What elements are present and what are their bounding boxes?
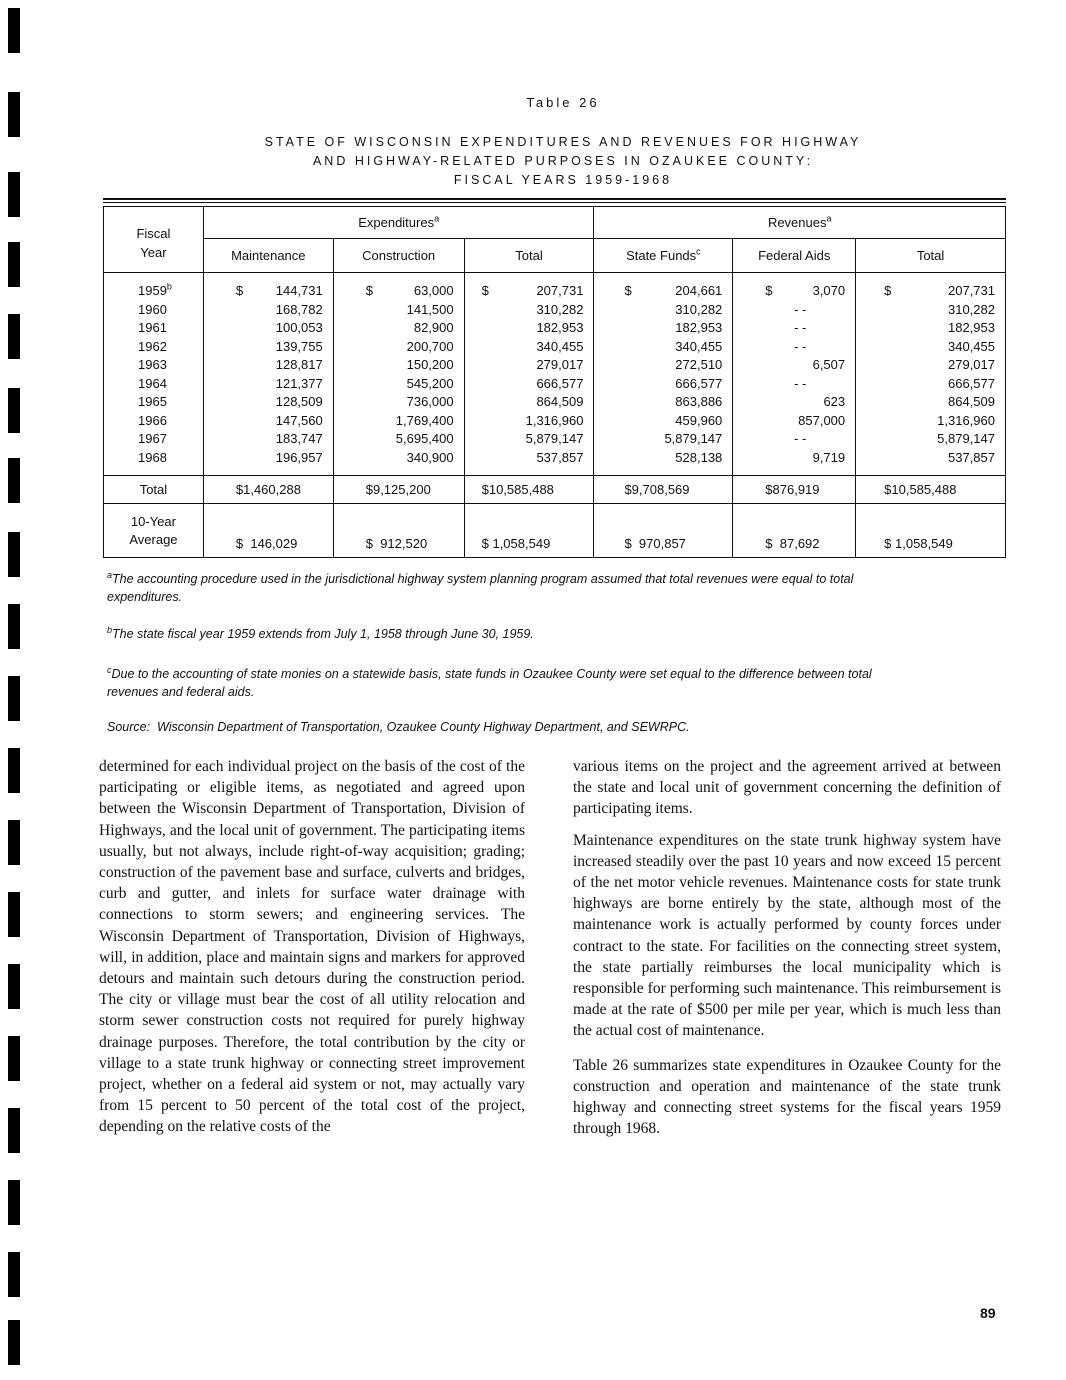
average-value: 87,692 bbox=[779, 536, 820, 551]
cell-value: 207,731 bbox=[536, 283, 584, 298]
year-value: 1965 bbox=[138, 394, 167, 409]
revenues-header bbox=[594, 207, 1006, 239]
table-title-line: STATE OF WISCONSIN EXPENDITURES AND REVENUES FOR HIGHWAY bbox=[264, 135, 862, 149]
cell-value: 100,053 bbox=[275, 320, 323, 335]
table-cell bbox=[856, 430, 1005, 449]
cell-value: 82,900 bbox=[413, 320, 454, 335]
cell-value: 128,509 bbox=[275, 394, 323, 409]
table-cell bbox=[334, 393, 464, 412]
table-cell bbox=[856, 393, 1005, 412]
cell-value: 666,577 bbox=[675, 375, 723, 391]
dollar-sign: $ bbox=[884, 283, 892, 298]
table-cell bbox=[733, 393, 855, 412]
cell-value: 168,782 bbox=[275, 301, 323, 317]
year-cell bbox=[138, 393, 203, 412]
cell-value: 864,509 bbox=[948, 394, 995, 409]
average-value: 970,857 bbox=[638, 536, 686, 551]
cell-value: 141,500 bbox=[406, 301, 454, 317]
cell-value: 279,017 bbox=[948, 357, 995, 372]
year-value: 1963 bbox=[138, 357, 167, 372]
cell-value: 196,957 bbox=[275, 449, 323, 465]
cell-value: 63,000 bbox=[413, 283, 454, 298]
cell-value: 5,695,400 bbox=[395, 431, 454, 446]
binding-mark bbox=[8, 532, 20, 577]
binding-mark bbox=[8, 1108, 20, 1153]
table-cell bbox=[733, 338, 855, 357]
average-cell bbox=[856, 504, 1006, 558]
cell-value: 1,316,960 bbox=[937, 412, 995, 428]
cell-value: 340,455 bbox=[675, 338, 723, 354]
cell-value: 182,953 bbox=[675, 320, 723, 335]
footnote-c bbox=[107, 665, 1007, 701]
data-table bbox=[103, 206, 1006, 558]
footnote-mark: b bbox=[166, 281, 172, 292]
table-cell bbox=[733, 301, 855, 320]
table-cell bbox=[733, 282, 855, 301]
table-cell bbox=[594, 393, 732, 412]
header-text: Revenues bbox=[767, 215, 827, 230]
table-title bbox=[0, 133, 1066, 190]
table-cell bbox=[334, 356, 464, 375]
col-header-federal-aids: Federal Aids bbox=[733, 239, 856, 273]
year-value: 1967 bbox=[138, 431, 167, 446]
year-value: 1961 bbox=[138, 320, 167, 335]
table-cell bbox=[465, 319, 594, 338]
binding-mark bbox=[8, 8, 20, 53]
table-cell bbox=[856, 301, 1005, 320]
footnote-a bbox=[107, 570, 1007, 606]
cell-value: 147,560 bbox=[275, 412, 323, 428]
table-cell bbox=[334, 412, 464, 431]
binding-mark bbox=[8, 892, 20, 937]
maintenance-column bbox=[203, 273, 333, 476]
table-cell bbox=[856, 356, 1005, 375]
state-funds-column bbox=[594, 273, 733, 476]
table-cell bbox=[204, 282, 333, 301]
table-cell bbox=[204, 393, 333, 412]
dollar-sign: $ bbox=[481, 283, 489, 298]
dollar-sign: $ bbox=[235, 283, 244, 298]
average-value: 1,058,549 bbox=[492, 536, 551, 551]
table-cell bbox=[856, 412, 1005, 431]
cell-value: 9,719 bbox=[812, 449, 846, 465]
body-paragraph: Maintenance expenditures on the state trunk highway system have increased steadily over the past 10 years and now exceed 15 percent of the net motor vehicle revenues. Maintenance costs for state trunk highways are borne entirely by the state, although most of the maintenance work is actually performed by county forces under contract to the state. For facilities on the connecting street system, the state partially reimburses the local municipality which is responsible for performing such maintenance. This reimbursement is made at the rate of $500 per mile per year, which is much less than the actual cost of maintenance. bbox=[573, 831, 1001, 1040]
total-cell: $10,585,488 bbox=[464, 476, 594, 504]
expenditures-header bbox=[203, 207, 594, 239]
average-value: 1,058,549 bbox=[895, 536, 953, 551]
footnote-text: expenditures. bbox=[107, 590, 183, 604]
table-cell bbox=[204, 375, 333, 394]
cell-value: 182,953 bbox=[536, 320, 584, 335]
cell-value: - - bbox=[794, 375, 807, 391]
table-cell bbox=[204, 301, 333, 320]
table-cell bbox=[856, 282, 1005, 301]
cell-value: 279,017 bbox=[536, 357, 584, 372]
source-label: Source: bbox=[107, 720, 151, 734]
year-cell bbox=[138, 282, 203, 301]
table-cell bbox=[594, 319, 732, 338]
cell-value: 1,316,960 bbox=[525, 412, 584, 428]
cell-value: 666,577 bbox=[536, 375, 584, 391]
table-cell bbox=[733, 430, 855, 449]
average-label-line: Average bbox=[129, 532, 178, 547]
table-cell bbox=[594, 338, 732, 357]
col-header-exp-total: Total bbox=[464, 239, 594, 273]
average-label-line: 10-Year bbox=[130, 514, 176, 529]
cell-value: 537,857 bbox=[536, 449, 584, 465]
fiscal-year-header bbox=[104, 207, 204, 273]
cell-value: - - bbox=[794, 431, 807, 446]
cell-value: 666,577 bbox=[948, 375, 995, 391]
average-label bbox=[104, 504, 204, 558]
header-text: State Funds bbox=[626, 248, 697, 263]
table-cell bbox=[856, 375, 1005, 394]
cell-value: 204,661 bbox=[675, 283, 723, 298]
dollar-sign: $ bbox=[765, 283, 773, 298]
year-value: 1964 bbox=[138, 375, 167, 391]
dollar-sign: $ bbox=[235, 536, 244, 551]
cell-value: 5,879,147 bbox=[525, 431, 584, 446]
table-cell bbox=[465, 430, 594, 449]
body-paragraph: Table 26 summarizes state expenditures in Ozaukee County for the construction and operation and maintenance of the state trunk highway and connecting street systems for the fiscal years 1959 through 1968. bbox=[573, 1056, 1001, 1138]
cell-value: 6,507 bbox=[812, 357, 846, 372]
table-cell bbox=[204, 356, 333, 375]
year-column bbox=[104, 273, 204, 476]
cell-value: 537,857 bbox=[948, 449, 995, 465]
year-value: 1962 bbox=[138, 338, 167, 354]
binding-mark bbox=[8, 1036, 20, 1081]
year-cell bbox=[138, 412, 203, 431]
footnote-b bbox=[107, 625, 1007, 643]
average-cell bbox=[203, 504, 333, 558]
table-cell bbox=[594, 449, 732, 468]
year-cell bbox=[138, 430, 203, 449]
cell-value: - - bbox=[794, 320, 807, 335]
table-cell bbox=[334, 375, 464, 394]
cell-value: 150,200 bbox=[406, 357, 454, 372]
year-value: 1968 bbox=[138, 449, 167, 465]
cell-value: 459,960 bbox=[675, 412, 723, 428]
table-cell bbox=[594, 412, 732, 431]
header-text: Expenditures bbox=[358, 215, 435, 230]
footnote-mark: a bbox=[434, 213, 440, 224]
table-cell bbox=[594, 282, 732, 301]
cell-value: 5,879,147 bbox=[937, 431, 995, 446]
body-paragraph: various items on the project and the agreement arrived at between the state and local unit of government concerning the definition of participating items. bbox=[573, 758, 1001, 818]
table-cell bbox=[204, 449, 333, 468]
total-cell: $10,585,488 bbox=[856, 476, 1006, 504]
table-cell bbox=[334, 282, 464, 301]
binding-mark bbox=[8, 604, 20, 649]
binding-mark bbox=[8, 1320, 20, 1365]
cell-value: 139,755 bbox=[275, 338, 323, 354]
cell-value: 182,953 bbox=[948, 320, 995, 335]
cell-value: 144,731 bbox=[275, 283, 323, 298]
footnote-mark: b bbox=[107, 624, 113, 635]
year-value: 1959 bbox=[138, 283, 167, 298]
table-cell bbox=[594, 356, 732, 375]
page-number: 89 bbox=[980, 1305, 996, 1321]
table-cell bbox=[465, 338, 594, 357]
total-row bbox=[104, 476, 1006, 504]
table-cell bbox=[856, 449, 1005, 468]
table-cell bbox=[334, 449, 464, 468]
table-cell bbox=[334, 319, 464, 338]
table-cell bbox=[204, 319, 333, 338]
cell-value: 5,879,147 bbox=[664, 431, 723, 446]
source-note bbox=[107, 720, 690, 734]
binding-mark bbox=[8, 820, 20, 865]
total-cell: $876,919 bbox=[733, 476, 856, 504]
table-cell bbox=[465, 449, 594, 468]
table-title-line: AND HIGHWAY-RELATED PURPOSES IN OZAUKEE COUNTY: bbox=[312, 154, 814, 168]
cell-value: 623 bbox=[823, 394, 846, 409]
year-value: 1966 bbox=[138, 412, 167, 428]
table-cell bbox=[465, 301, 594, 320]
exp-total-column bbox=[464, 273, 594, 476]
rev-total-column bbox=[856, 273, 1006, 476]
cell-value: 3,070 bbox=[812, 283, 846, 298]
table-cell bbox=[334, 301, 464, 320]
table-label: Table 26 bbox=[526, 95, 600, 110]
average-cell bbox=[594, 504, 733, 558]
average-cell bbox=[464, 504, 594, 558]
cell-value: 121,377 bbox=[275, 375, 323, 391]
binding-mark bbox=[8, 1252, 20, 1297]
table-cell bbox=[594, 430, 732, 449]
cell-value: - - bbox=[794, 338, 807, 354]
cell-value: 736,000 bbox=[406, 394, 454, 409]
table-cell bbox=[594, 301, 732, 320]
total-cell: $9,125,200 bbox=[333, 476, 464, 504]
dollar-sign: $ bbox=[481, 536, 489, 551]
average-cell bbox=[733, 504, 856, 558]
total-cell: $9,708,569 bbox=[594, 476, 733, 504]
average-cell bbox=[333, 504, 464, 558]
dollar-sign: $ bbox=[365, 536, 373, 551]
binding-mark bbox=[8, 314, 20, 359]
cell-value: 864,509 bbox=[536, 394, 584, 409]
table-cell bbox=[465, 356, 594, 375]
year-cell bbox=[138, 375, 203, 394]
average-value: 146,029 bbox=[250, 536, 298, 551]
title-rule bbox=[103, 198, 1006, 200]
header-text: Year bbox=[140, 244, 167, 260]
total-cell: $1,460,288 bbox=[203, 476, 333, 504]
year-cell bbox=[138, 301, 203, 320]
table-title-line: FISCAL YEARS 1959-1968 bbox=[453, 173, 673, 187]
binding-mark bbox=[8, 458, 20, 503]
table-cell bbox=[856, 338, 1005, 357]
dollar-sign: $ bbox=[365, 283, 373, 298]
footnote-text: Due to the accounting of state monies on a statewide basis, state funds in Ozaukee County were set equal to the difference between total bbox=[111, 667, 872, 681]
table-cell bbox=[733, 375, 855, 394]
binding-mark bbox=[8, 748, 20, 793]
cell-value: 310,282 bbox=[536, 301, 584, 317]
year-cell bbox=[138, 319, 203, 338]
table-cell bbox=[465, 412, 594, 431]
cell-value: - - bbox=[794, 301, 807, 317]
cell-value: 340,455 bbox=[948, 338, 995, 354]
table-cell bbox=[204, 430, 333, 449]
title-rule bbox=[103, 202, 1006, 203]
average-value: 912,520 bbox=[380, 536, 428, 551]
cell-value: 857,000 bbox=[798, 412, 846, 428]
cell-value: 128,817 bbox=[275, 357, 323, 372]
cell-value: 863,886 bbox=[675, 394, 723, 409]
year-cell bbox=[138, 338, 203, 357]
footnote-text: The accounting procedure used in the jurisdictional highway system planning program assumed that total revenues were equal to total bbox=[112, 572, 854, 586]
cell-value: 272,510 bbox=[675, 357, 723, 372]
footnote-mark: c bbox=[696, 246, 701, 257]
table-cell bbox=[733, 449, 855, 468]
cell-value: 340,455 bbox=[536, 338, 584, 354]
year-cell bbox=[138, 356, 203, 375]
dollar-sign: $ bbox=[624, 283, 632, 298]
binding-mark bbox=[8, 676, 20, 721]
cell-value: 310,282 bbox=[948, 301, 995, 317]
table-cell bbox=[334, 430, 464, 449]
dollar-sign: $ bbox=[765, 536, 773, 551]
source-text: Wisconsin Department of Transportation, Ozaukee County Highway Department, and SEWRPC. bbox=[157, 720, 690, 734]
cell-value: 207,731 bbox=[948, 283, 995, 298]
binding-mark bbox=[8, 1180, 20, 1225]
cell-value: 528,138 bbox=[675, 449, 723, 465]
table-cell bbox=[204, 338, 333, 357]
body-paragraph: determined for each individual project on the basis of the cost of the participating or eligible items, as negotiated and agreed upon between the Wisconsin Department of Transportation, Division of Highways, and the local unit of government. The participating items usually, but not always, include right-of-way acquisition; grading; construction of the pavement base and surface, culverts and bridges, curb and gutter, and inlets for surface water drainage with connections to storm sewers; and engineering services. The Wisconsin Department of Transportation, Division of Highways, will, in addition, place and maintain signs and markers for approved detours and maintain such detours during the construction period. The city or village must bear the cost of all utility relocation and storm sewer construction costs not required for purely highway drainage purposes. Therefore, the total contribution by the city or village to a state trunk highway or connecting street improvement project, whether on a federal aid system or not, may actually vary from 15 percent to 50 percent of the total cost of the project, depending on the relative costs of the bbox=[99, 758, 525, 1136]
year-value: 1960 bbox=[138, 301, 167, 317]
right-text-column bbox=[573, 756, 1001, 1149]
year-cell bbox=[138, 449, 203, 468]
federal-aids-column bbox=[733, 273, 856, 476]
footnote-text: revenues and federal aids. bbox=[107, 685, 255, 699]
footnote-text: The state fiscal year 1959 extends from July 1, 1958 through June 30, 1959. bbox=[112, 627, 534, 641]
left-text-column bbox=[99, 756, 525, 1148]
col-header-construction: Construction bbox=[333, 239, 464, 273]
average-row bbox=[104, 504, 1006, 558]
col-header-rev-total: Total bbox=[856, 239, 1006, 273]
footnote-mark: c bbox=[107, 664, 112, 675]
table-cell bbox=[334, 338, 464, 357]
total-label: Total bbox=[104, 476, 204, 504]
footnote-mark: a bbox=[826, 213, 832, 224]
table-cell bbox=[856, 319, 1005, 338]
footnote-mark: a bbox=[107, 569, 113, 580]
table-cell bbox=[465, 375, 594, 394]
col-header-maintenance: Maintenance bbox=[203, 239, 333, 273]
table-cell bbox=[204, 412, 333, 431]
cell-value: 340,900 bbox=[406, 449, 454, 465]
dollar-sign: $ bbox=[884, 536, 892, 551]
cell-value: 200,700 bbox=[406, 338, 454, 354]
header-text: Fiscal bbox=[136, 225, 171, 241]
construction-column bbox=[333, 273, 464, 476]
table-cell bbox=[465, 393, 594, 412]
binding-mark bbox=[8, 964, 20, 1009]
binding-mark bbox=[8, 388, 20, 433]
cell-value: 545,200 bbox=[406, 375, 454, 391]
table-cell bbox=[465, 282, 594, 301]
table-cell bbox=[733, 412, 855, 431]
table-cell bbox=[733, 356, 855, 375]
table-cell bbox=[733, 319, 855, 338]
cell-value: 310,282 bbox=[675, 301, 723, 317]
dollar-sign: $ bbox=[624, 536, 632, 551]
table-cell bbox=[594, 375, 732, 394]
cell-value: 183,747 bbox=[275, 431, 323, 446]
binding-mark bbox=[8, 242, 20, 287]
col-header-state-funds bbox=[594, 239, 733, 273]
cell-value: 1,769,400 bbox=[395, 412, 454, 428]
